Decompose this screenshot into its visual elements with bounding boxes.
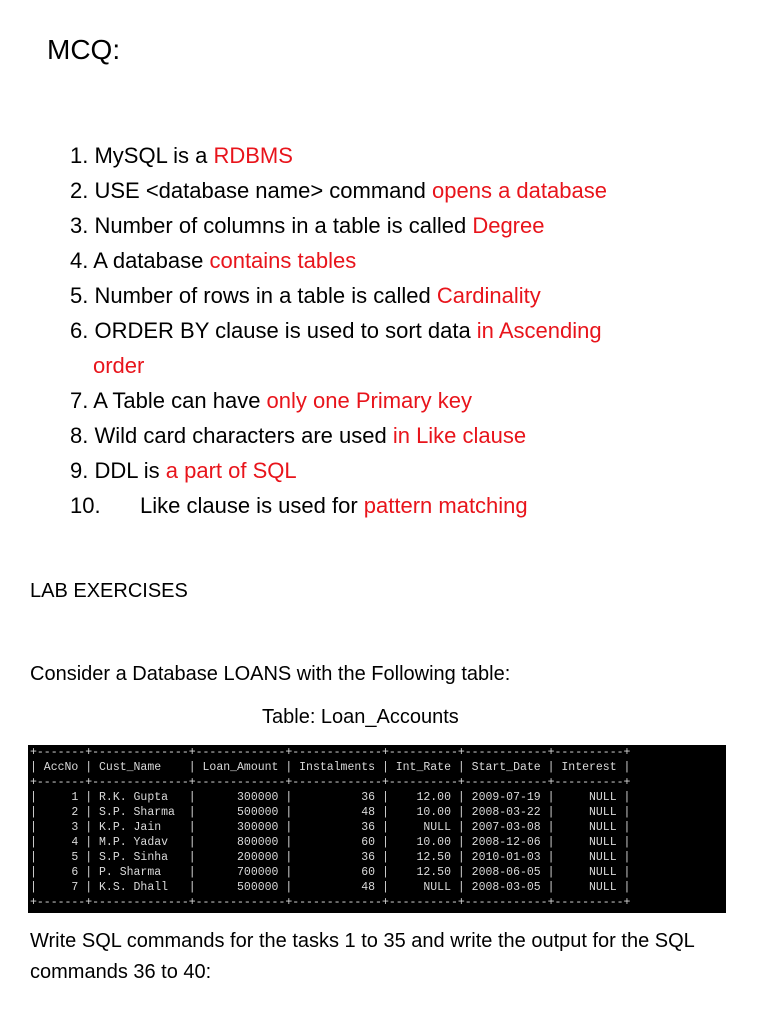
instruction-text: Write SQL commands for the tasks 1 to 35 and write the output for the SQL commands 36 to 40: [30,930,695,983]
mcq-question: USE <database name> command [88,178,433,203]
mcq-question: Number of columns in a table is called [88,213,473,238]
mcq-answer: opens a database [432,178,607,203]
table-row: | 1 | R.K. Gupta | 300000 | 36 | 12.00 | 2009-07-19 | NULL | [30,791,631,804]
mcq-question: Wild card characters are used [88,423,393,448]
table-border: +-------+--------------+-------------+-------------+----------+------------+----------+ [30,776,631,789]
mcq-item-6-continued [70,348,607,383]
section-title: LAB EXERCISES [30,580,188,602]
mcq-number: 3. [70,213,89,238]
mcq-item-5 [70,278,607,313]
mcq-question: Like clause is used for [140,493,364,518]
mcq-number: 10. [70,493,101,518]
mcq-item-7 [70,383,607,418]
mcq-number: 4. [70,248,89,273]
table-row: | 5 | S.P. Sinha | 200000 | 36 | 12.50 | 2010-01-03 | NULL | [30,851,631,864]
intro-text: Consider a Database LOANS with the Following table: [30,663,511,685]
mcq-number: 2. [70,178,89,203]
table-border: +-------+--------------+-------------+-------------+----------+------------+----------+ [30,896,631,909]
table-row: | 6 | P. Sharma | 700000 | 60 | 12.50 | 2008-06-05 | NULL | [30,866,631,879]
mcq-item-6 [70,313,607,348]
mcq-item-2 [70,173,607,208]
table-row: | 2 | S.P. Sharma | 500000 | 48 | 10.00 | 2008-03-22 | NULL | [30,806,631,819]
mcq-answer: contains tables [209,248,357,273]
mcq-item-10 [70,488,607,523]
mcq-answer: Cardinality [436,283,541,308]
mcq-question: Number of rows in a table is called [88,283,437,308]
mcq-answer: pattern matching [363,493,528,518]
mcq-answer: only one Primary key [266,388,472,413]
page-heading: MCQ: [47,34,121,65]
mcq-item-3 [70,208,607,243]
mcq-question: DDL is [88,458,166,483]
mcq-number: 7. [70,388,89,413]
mcq-answer-continued: order [93,353,145,378]
mcq-question: ORDER BY clause is used to sort data [88,318,477,343]
mcq-question: A Table can have [88,388,267,413]
mcq-number: 6. [70,318,89,343]
mcq-item-1 [70,138,607,173]
mcq-number: 5. [70,283,89,308]
mcq-number: 8. [70,423,89,448]
mcq-item-8 [70,418,607,453]
mcq-answer: RDBMS [213,143,293,168]
table-row: | 3 | K.P. Jain | 300000 | 36 | NULL | 2007-03-08 | NULL | [30,821,631,834]
table-header-row: | AccNo | Cust_Name | Loan_Amount | Instalments | Int_Rate | Start_Date | Interest | [30,761,631,774]
mcq-item-4 [70,243,607,278]
mcq-answer: in Like clause [392,423,527,448]
mcq-item-9 [70,453,607,488]
mcq-list [70,138,607,523]
table-border: +-------+--------------+-------------+-------------+----------+------------+----------+ [30,746,631,759]
mcq-number: 1. [70,143,89,168]
table-title: Table: Loan_Accounts [262,706,459,728]
mcq-question: MySQL is a [88,143,214,168]
mcq-question: A database [88,248,210,273]
terminal-output [28,745,726,913]
table-row: | 7 | K.S. Dhall | 500000 | 48 | NULL | 2008-03-05 | NULL | [30,881,631,894]
mcq-number: 9. [70,458,89,483]
loan-accounts-table [28,745,726,910]
mcq-answer: Degree [472,213,545,238]
table-row: | 4 | M.P. Yadav | 800000 | 60 | 10.00 | 2008-12-06 | NULL | [30,836,631,849]
mcq-answer: a part of SQL [165,458,297,483]
mcq-answer: in Ascending [476,318,602,343]
